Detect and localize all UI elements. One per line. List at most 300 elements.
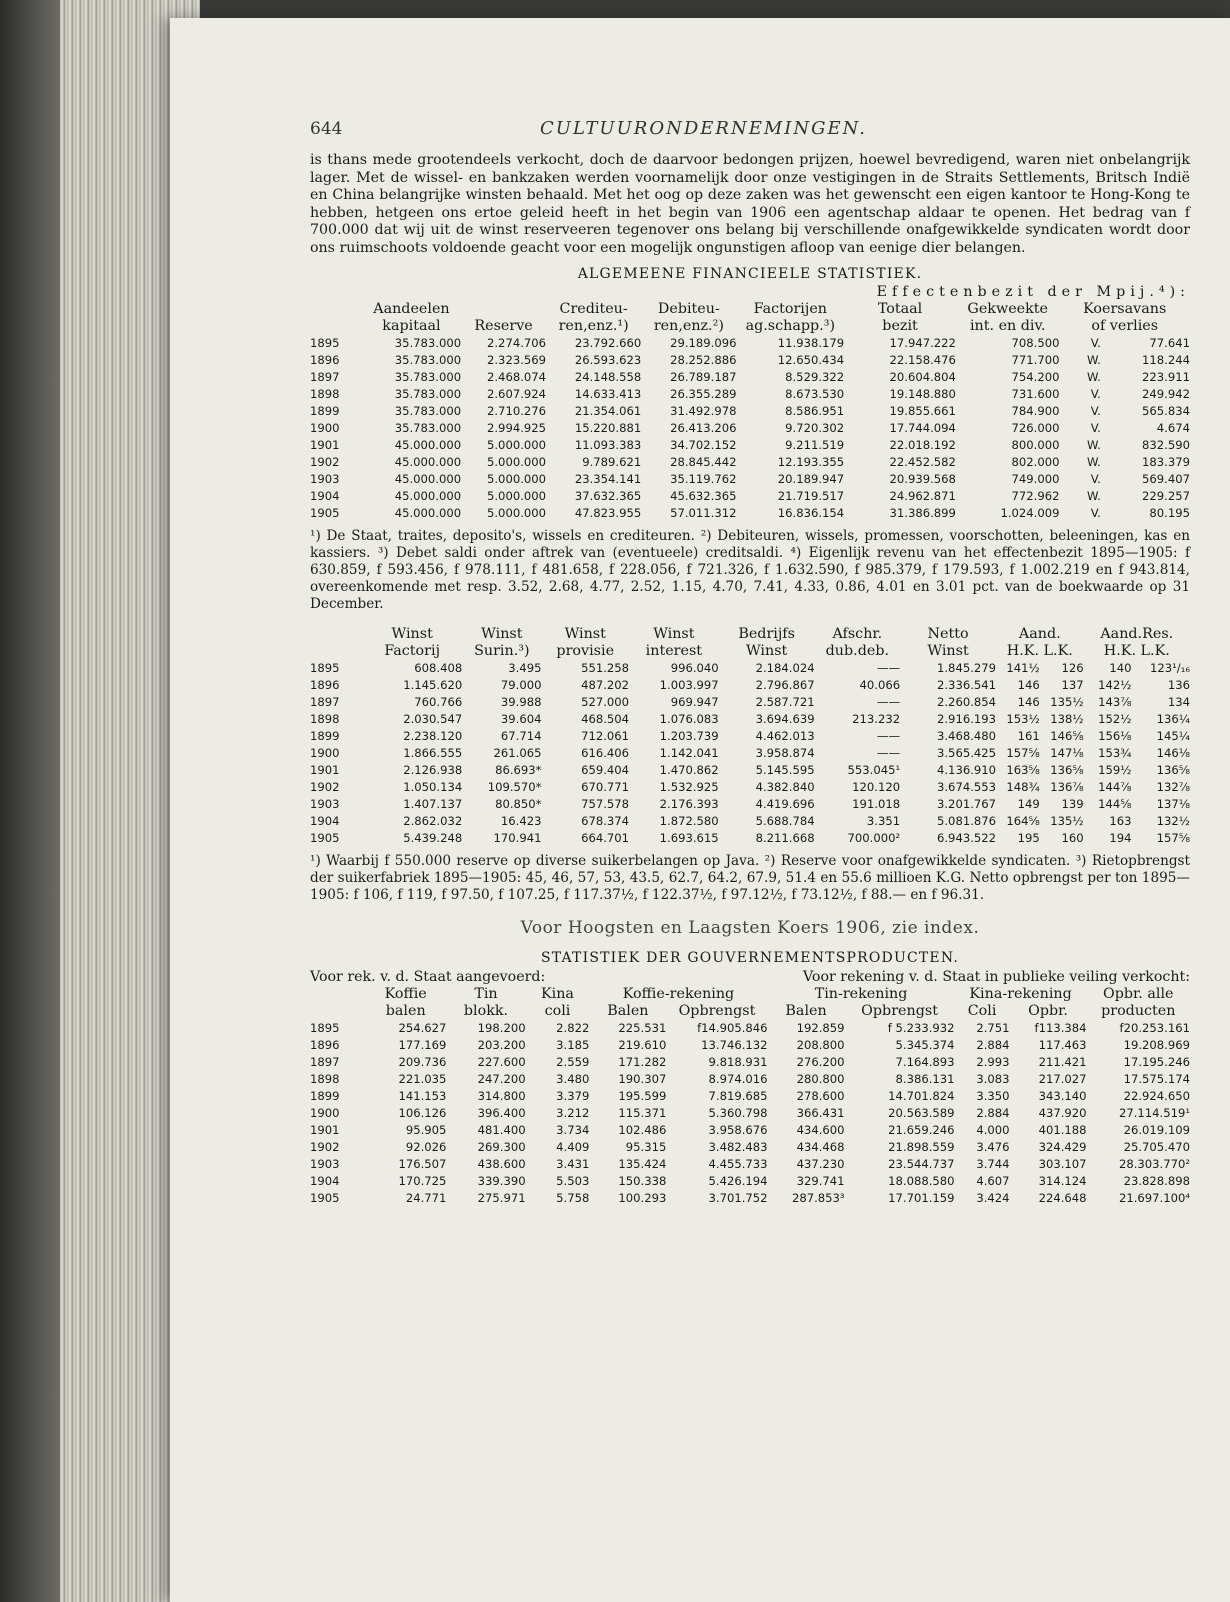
column-header: Opbrengst	[861, 1003, 938, 1020]
table-cell: 19.208.969	[1123, 1038, 1190, 1053]
table-cell: 190.307	[618, 1072, 667, 1087]
table-cell: 21.659.246	[888, 1123, 955, 1138]
table-row	[310, 386, 1190, 403]
table-row	[310, 471, 1190, 488]
table-cell: 784.900	[1011, 403, 1060, 418]
table-cell: 3.476	[976, 1140, 1010, 1155]
table-cell: 211.421	[1038, 1055, 1087, 1070]
column-header: Winst	[481, 625, 523, 642]
table-cell: 24.148.558	[574, 369, 642, 384]
table-cell: 2.176.393	[659, 796, 719, 811]
table3-subhead-right: Voor rekening v. d. Staat in publieke veiling verkocht:	[802, 969, 1190, 986]
table-cell: 254.627	[398, 1021, 447, 1036]
column-header: Kina	[540, 986, 574, 1003]
table-cell: 21.898.559	[888, 1140, 955, 1155]
column-header: Bedrijfs	[738, 625, 795, 642]
table-cell: 17.195.246	[1123, 1055, 1190, 1070]
table-cell: ——	[876, 660, 901, 675]
table-cell: 261.065	[493, 745, 542, 760]
table-cell: 45.000.000	[394, 454, 462, 469]
table-row	[310, 403, 1190, 420]
column-header: of verlies	[1091, 317, 1159, 334]
table-cell: 314.800	[477, 1089, 526, 1104]
column-header: Coli	[967, 1003, 997, 1020]
table-cell: 159½	[1098, 762, 1132, 777]
year-cell: 1905	[310, 505, 340, 520]
table-cell: 109.570*	[487, 779, 542, 794]
table-row	[310, 437, 1190, 454]
column-header: Reserve	[474, 317, 533, 334]
table-cell: 551.258	[581, 660, 630, 675]
table-cell: 438.600	[477, 1157, 526, 1172]
column-header	[310, 643, 362, 660]
table-cell: 95.905	[405, 1123, 447, 1138]
table-row	[310, 1088, 1190, 1105]
table-cell: 4.462.013	[755, 728, 815, 743]
table-cell: 339.390	[477, 1174, 526, 1189]
table-cell: 4.674	[1156, 420, 1190, 435]
table-cell: 146⅛	[1156, 745, 1190, 760]
table-cell: 5.439.248	[403, 830, 463, 845]
table-cell: 132⅞	[1156, 779, 1190, 794]
table-cell: 29.189.096	[670, 335, 737, 350]
table-cell: 123¹/₁₆	[1150, 660, 1190, 675]
table-cell: 170.725	[398, 1174, 447, 1189]
table-cell: 670.771	[581, 779, 630, 794]
table-cell: 45.000.000	[394, 505, 462, 520]
table-cell: 2.884	[976, 1038, 1010, 1053]
table-cell: 4.000	[976, 1123, 1010, 1138]
table-cell: 7.819.685	[708, 1089, 768, 1104]
table-cell: 134	[1167, 694, 1190, 709]
table-cell: V.	[1090, 386, 1101, 401]
year-cell: 1899	[310, 403, 340, 418]
table-cell: 22.452.582	[889, 454, 956, 469]
table-row	[310, 1139, 1190, 1156]
table-cell: 24.771	[405, 1191, 447, 1206]
table-cell: 79.000	[500, 677, 542, 692]
table-cell: 137	[1061, 677, 1084, 692]
table-cell: 7.164.893	[895, 1055, 955, 1070]
table-cell: 26.413.206	[670, 420, 737, 435]
column-header: Factorijen	[753, 300, 827, 317]
table-cell: 772.962	[1011, 488, 1060, 503]
table-cell: 156⅛	[1098, 728, 1132, 743]
year-cell: 1902	[310, 454, 340, 469]
table-cell: W.	[1087, 352, 1101, 367]
table-cell: 749.000	[1011, 471, 1060, 486]
table-cell: 11.938.179	[777, 335, 845, 350]
column-header: Winst	[745, 642, 788, 659]
table-cell: V.	[1090, 420, 1101, 435]
table-cell: 106.126	[398, 1106, 447, 1121]
table-cell: 137⅛	[1156, 796, 1190, 811]
table-cell: 8.586.951	[785, 403, 845, 418]
profit-statistics-table	[310, 626, 1190, 847]
table-cell: 170.941	[493, 830, 542, 845]
table-cell: 8.974.016	[708, 1072, 768, 1087]
year-cell: 1896	[310, 677, 340, 692]
table-cell: 527.000	[581, 694, 630, 709]
table-row	[310, 1105, 1190, 1122]
column-header: Surin.³)	[474, 642, 530, 659]
column-header: Tin	[474, 986, 498, 1003]
table-cell: 14.701.824	[888, 1089, 955, 1104]
table-row	[310, 369, 1190, 386]
table-cell: 18.088.580	[888, 1174, 955, 1189]
table-cell: 396.400	[477, 1106, 526, 1121]
table-cell: 28.252.886	[670, 352, 737, 367]
table-cell: 194	[1109, 830, 1132, 845]
table-cell: 177.169	[398, 1038, 447, 1053]
table-cell: 659.404	[581, 762, 630, 777]
year-cell: 1898	[310, 386, 340, 401]
table-cell: 15.220.881	[574, 420, 642, 435]
column-header: Factorij	[384, 642, 441, 659]
table-cell: 757.578	[581, 796, 630, 811]
table-cell: 22.924.650	[1123, 1089, 1190, 1104]
table-cell: 144⅝	[1098, 796, 1132, 811]
table-cell: 146⅝	[1050, 728, 1084, 743]
column-header: Aand.	[1018, 625, 1061, 642]
table-cell: 13.746.132	[701, 1038, 768, 1053]
table-cell: 26.593.623	[574, 352, 642, 367]
table-cell: 22.158.476	[889, 352, 956, 367]
table-cell: 39.988	[500, 694, 542, 709]
table-cell: 565.834	[1142, 403, 1190, 418]
table-cell: 2.238.120	[403, 728, 463, 743]
table-cell: 832.590	[1142, 437, 1190, 452]
table-cell: 35.783.000	[394, 335, 462, 350]
table-cell: 5.081.876	[937, 813, 997, 828]
column-header: Gekweekte	[967, 300, 1048, 317]
table-cell: 19.148.880	[889, 386, 956, 401]
column-header: Winst	[391, 625, 433, 642]
table-cell: 227.600	[477, 1055, 526, 1070]
table-cell: 276.200	[796, 1055, 845, 1070]
table-cell: 100.293	[618, 1191, 667, 1206]
table-cell: 45.000.000	[394, 471, 462, 486]
year-cell: 1904	[310, 488, 340, 503]
table-cell: 20.604.804	[889, 369, 956, 384]
table-cell: 80.850*	[495, 796, 542, 811]
table-cell: 2.993	[976, 1055, 1010, 1070]
table-cell: 678.374	[581, 813, 630, 828]
table-cell: 26.019.109	[1123, 1123, 1190, 1138]
table-row	[310, 1190, 1190, 1207]
column-header: ag.schapp.³)	[745, 317, 836, 334]
column-header	[310, 318, 362, 335]
table-cell: 2.587.721	[755, 694, 815, 709]
table-cell: 135½	[1050, 694, 1084, 709]
column-header: Winst	[564, 625, 606, 642]
table-cell: 969.947	[670, 694, 719, 709]
year-cell: 1900	[310, 420, 340, 435]
table-cell: 5.345.374	[895, 1038, 955, 1053]
table-cell: 481.400	[477, 1123, 526, 1138]
table-cell: 9.211.519	[785, 437, 845, 452]
column-header: producten	[1101, 1003, 1176, 1020]
table-cell: 712.061	[581, 728, 630, 743]
table-cell: 176.507	[398, 1157, 447, 1172]
table-cell: 219.610	[618, 1038, 667, 1053]
table-cell: 163⅝	[1006, 762, 1040, 777]
table-cell: 149	[1017, 796, 1040, 811]
table-cell: 6.943.522	[937, 830, 997, 845]
year-cell: 1896	[310, 1038, 340, 1053]
table-cell: 2.323.569	[487, 352, 547, 367]
table-cell: 771.700	[1011, 352, 1060, 367]
table-cell: 2.260.854	[937, 694, 997, 709]
column-header: Totaal	[877, 300, 923, 317]
table-cell: 23.828.898	[1123, 1174, 1190, 1189]
table-cell: 95.315	[625, 1140, 667, 1155]
table-cell: 161	[1017, 728, 1040, 743]
table-cell: 198.200	[477, 1021, 526, 1036]
table-row	[310, 762, 1190, 779]
table-cell: 92.026	[405, 1140, 447, 1155]
table-cell: 434.468	[796, 1140, 845, 1155]
table-cell: 5.000.000	[487, 505, 547, 520]
column-header: H.K. L.K.	[1103, 642, 1170, 659]
table-cell: 21.719.517	[777, 488, 845, 503]
year-cell: 1904	[310, 1174, 340, 1189]
table-row	[310, 779, 1190, 796]
table-row	[310, 1173, 1190, 1190]
table-cell: 223.911	[1142, 369, 1190, 384]
table-cell: 225.531	[618, 1021, 667, 1036]
column-header	[310, 986, 365, 1003]
year-cell: 1901	[310, 762, 340, 777]
table-row	[310, 711, 1190, 728]
table-cell: 138½	[1050, 711, 1084, 726]
table-row	[310, 1037, 1190, 1054]
table-cell: 208.800	[796, 1038, 845, 1053]
table-cell: 1.532.925	[659, 779, 719, 794]
table-cell: W.	[1087, 454, 1101, 469]
table-cell: 144⅞	[1098, 779, 1132, 794]
year-cell: 1898	[310, 1072, 340, 1087]
intro-paragraph: is thans mede grootendeels verkocht, doch de daarvoor bedongen prijzen, hoewel bevredigend, waren niet onbelangrijk lager. Met de wissel- en bankzaken werden voornamelijk door onze vestigingen in de Straits Settlements, Britsch Indië en China belangrijke winsten behaald. Met het oog op deze zaken was het gewenscht een eigen kantoor te Hong-Kong te hebben, hetgeen ons ertoe geleid heeft in het begin van 1906 een agentschap aldaar te openen. Het bedrag van f 700.000 dat wij uit de winst reserveeren tegenover ons belang bij verschillende onafgewikkelde syndicaten wordt door ons ruimschoots voldoende geacht voor een mogelijk ongunstigen afloop van eenige dier belangen.	[310, 152, 1190, 256]
table-cell: 28.845.442	[670, 454, 737, 469]
table-cell: 145¼	[1156, 728, 1190, 743]
table-cell: 754.200	[1011, 369, 1060, 384]
table-cell: 141.153	[398, 1089, 447, 1104]
table-cell: 17.947.222	[889, 335, 956, 350]
table-cell: V.	[1090, 403, 1101, 418]
table-cell: 616.406	[581, 745, 630, 760]
column-header: coli	[544, 1003, 571, 1020]
column-header: Opbrengst	[678, 1003, 756, 1020]
table-cell: 35.783.000	[394, 420, 462, 435]
table-cell: 229.257	[1142, 488, 1190, 503]
column-header: int. en div.	[969, 317, 1046, 334]
table-cell: V.	[1090, 505, 1101, 520]
table-cell: f20.253.161	[1119, 1021, 1190, 1036]
table-cell: ——	[876, 728, 901, 743]
table-cell: f 5.233.932	[887, 1021, 955, 1036]
table-cell: 28.303.770²	[1118, 1157, 1190, 1172]
financial-statistics-table	[310, 284, 1190, 522]
table-cell: 2.751	[976, 1021, 1010, 1036]
year-cell: 1900	[310, 745, 340, 760]
column-header: provisie	[556, 642, 615, 659]
table-cell: 115.371	[618, 1106, 667, 1121]
table-cell: 5.426.194	[708, 1174, 768, 1189]
year-cell: 1902	[310, 1140, 340, 1155]
table-cell: 203.200	[477, 1038, 526, 1053]
table-cell: 191.018	[852, 796, 901, 811]
table-cell: 35.119.762	[670, 471, 737, 486]
table-cell: 3.744	[976, 1157, 1010, 1172]
table-row	[310, 352, 1190, 369]
year-cell: 1895	[310, 1021, 340, 1036]
table-row	[310, 694, 1190, 711]
book-page	[170, 18, 1230, 1602]
table-cell: 132½	[1156, 813, 1190, 828]
table-cell: 329.741	[796, 1174, 845, 1189]
table2-footnote: ¹) Waarbij f 550.000 reserve op diverse suikerbelangen op Java. ²) Reserve voor onafgewikkelde syndicaten. ³) Rietopbrengst der suikerfabriek 1895—1905: 45, 46, 57, 53, 43.5, 62.7, 64.2, 67.9, 51.4 en 55.6 millioen K.G. Netto opbrengst per ton 1895—1905: f 106, f 119, f 97.50, f 107.25, f 117.37½, f 122.37½, f 97.12½, f 73.12½, f 88.— en f 96.31.	[310, 852, 1190, 903]
table-cell: 3.495	[508, 660, 542, 675]
table-cell: 20.189.947	[777, 471, 845, 486]
table-cell: 1.203.739	[659, 728, 719, 743]
table-cell: 217.027	[1038, 1072, 1087, 1087]
table-cell: 434.600	[796, 1123, 845, 1138]
year-cell: 1899	[310, 728, 340, 743]
table-cell: 1.872.580	[659, 813, 719, 828]
government-products-table	[310, 986, 1190, 1207]
table-row	[310, 488, 1190, 505]
table-cell: 142½	[1098, 677, 1132, 692]
table-cell: 26.355.289	[670, 386, 737, 401]
table-cell: 45.000.000	[394, 437, 462, 452]
table-cell: 152½	[1098, 711, 1132, 726]
table-cell: 5.000.000	[487, 437, 547, 452]
table-cell: 4.607	[976, 1174, 1010, 1189]
table-cell: 5.145.595	[755, 762, 815, 777]
table-cell: 5.758	[556, 1191, 590, 1206]
page-number: 644	[310, 119, 343, 139]
table-cell: 22.018.192	[889, 437, 956, 452]
column-header: ren,enz.¹)	[558, 317, 629, 334]
table-cell: 102.486	[618, 1123, 667, 1138]
table-cell: 117.463	[1038, 1038, 1087, 1053]
table-cell: 47.823.955	[574, 505, 642, 520]
table-cell: 3.701.752	[708, 1191, 768, 1206]
table-cell: 3.468.480	[937, 728, 997, 743]
table-cell: 1.024.009	[1000, 505, 1060, 520]
table-cell: 1.003.997	[659, 677, 719, 692]
column-header: Debiteu-	[657, 300, 720, 317]
year-cell: 1898	[310, 711, 340, 726]
column-header: Koffie-rekening	[622, 986, 735, 1003]
column-header: bezit	[882, 317, 918, 334]
table-cell: 3.083	[976, 1072, 1010, 1087]
table-cell: 401.188	[1038, 1123, 1087, 1138]
table-cell: 5.360.798	[708, 1106, 768, 1121]
book-spine-shadow	[0, 0, 60, 1602]
table-cell: 45.632.365	[670, 488, 737, 503]
table1-title: ALGEMEENE FINANCIEELE STATISTIEK.	[577, 265, 923, 282]
table-cell: 608.408	[414, 660, 463, 675]
table-cell: 3.480	[556, 1072, 590, 1087]
table-cell: 136⅝	[1156, 762, 1190, 777]
table-row	[310, 420, 1190, 437]
table-cell: 1.693.615	[659, 830, 719, 845]
table-cell: 17.701.159	[888, 1191, 955, 1206]
table-cell: 553.045¹	[847, 762, 901, 777]
table-cell: 280.800	[796, 1072, 845, 1087]
table-cell: 4.136.910	[937, 762, 997, 777]
table-cell: 31.386.899	[889, 505, 956, 520]
table-cell: 23.792.660	[574, 335, 642, 350]
table-cell: 153¾	[1098, 745, 1132, 760]
table-cell: 37.632.365	[574, 488, 642, 503]
column-header: blokk.	[463, 1003, 509, 1020]
table-cell: f113.384	[1034, 1021, 1087, 1036]
table-cell: 35.783.000	[394, 352, 462, 367]
table1-group-header: Effectenbezit der Mpij.⁴):	[876, 283, 1190, 300]
table-cell: 21.697.100⁴	[1118, 1191, 1190, 1206]
table-cell: ——	[876, 694, 901, 709]
column-header: Netto	[927, 625, 969, 642]
table-cell: 192.859	[796, 1021, 845, 1036]
table-cell: 12.193.355	[777, 454, 845, 469]
table-cell: 664.701	[581, 830, 630, 845]
column-header: Crediteu-	[559, 300, 628, 317]
table-cell: 275.971	[477, 1191, 526, 1206]
table-cell: 164⅝	[1006, 813, 1040, 828]
year-cell: 1903	[310, 796, 340, 811]
column-header: Balen	[607, 1003, 649, 1020]
table-cell: 171.282	[618, 1055, 667, 1070]
running-header	[310, 118, 1190, 152]
column-header: kapitaal	[382, 317, 441, 334]
column-header: balen	[385, 1003, 426, 1020]
table-cell: 136	[1167, 677, 1190, 692]
table-cell: 324.429	[1038, 1140, 1087, 1155]
table-cell: V.	[1090, 471, 1101, 486]
column-header: Aand.Res.	[1100, 625, 1174, 642]
table-cell: 31.492.978	[670, 403, 737, 418]
table-cell: V.	[1090, 335, 1101, 350]
table-cell: 2.796.867	[755, 677, 815, 692]
table-row	[310, 796, 1190, 813]
table-cell: 57.011.312	[670, 505, 737, 520]
column-header: Winst	[653, 625, 695, 642]
table-cell: 3.379	[556, 1089, 590, 1104]
table-cell: 150.338	[618, 1174, 667, 1189]
table-cell: 2.862.032	[403, 813, 463, 828]
table3-subhead-left: Voor rek. v. d. Staat aangevoerd:	[310, 969, 546, 986]
table-row	[310, 830, 1190, 847]
table-cell: 569.407	[1142, 471, 1190, 486]
table-cell: 146	[1017, 677, 1040, 692]
table-cell: 20.563.589	[888, 1106, 955, 1121]
table-row	[310, 505, 1190, 522]
table-cell: 5.688.784	[755, 813, 815, 828]
table-cell: W.	[1087, 488, 1101, 503]
table-cell: 3.674.553	[937, 779, 997, 794]
table-cell: 3.185	[556, 1038, 590, 1053]
column-header: Afschr.	[832, 625, 883, 642]
table-row	[310, 1054, 1190, 1071]
table-cell: 136⅝	[1050, 762, 1084, 777]
table-cell: 163	[1109, 813, 1132, 828]
table-cell: 802.000	[1011, 454, 1060, 469]
table-cell: W.	[1087, 369, 1101, 384]
year-cell: 1897	[310, 1055, 340, 1070]
